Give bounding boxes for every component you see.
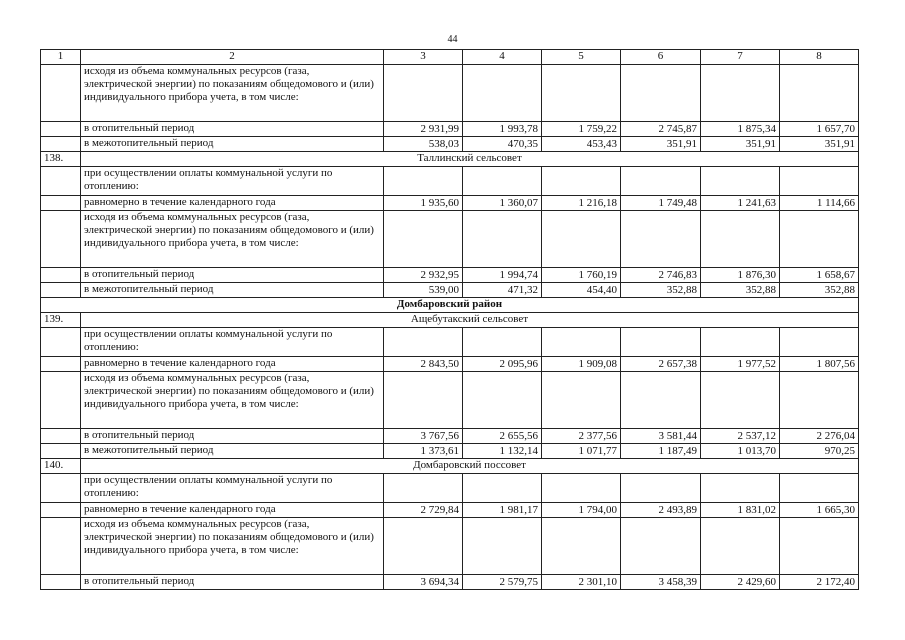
row-label: при осуществлении оплаты коммунальной услуги по отоплению:	[81, 474, 384, 503]
value-cell: 352,88	[621, 283, 701, 298]
table-row	[41, 268, 859, 283]
section-number: 140.	[41, 459, 81, 474]
value-cell: 1 360,07	[463, 196, 542, 211]
value-cell	[780, 372, 859, 429]
row-label: при осуществлении оплаты коммунальной услуги по отоплению:	[81, 167, 384, 196]
value-cell: 2 932,95	[384, 268, 463, 283]
section-number: 138.	[41, 152, 81, 167]
row-number-cell	[41, 211, 81, 268]
value-cell: 2 493,89	[621, 503, 701, 518]
section-title: Домбаровский поссовет	[81, 459, 859, 474]
value-cell	[384, 518, 463, 575]
row-number-cell	[41, 429, 81, 444]
value-cell: 2 655,56	[463, 429, 542, 444]
value-cell	[463, 65, 542, 122]
row-number-cell	[41, 474, 81, 503]
row-number-cell	[41, 503, 81, 518]
section-title: Таллинский сельсовет	[81, 152, 859, 167]
value-cell: 1 935,60	[384, 196, 463, 211]
value-cell	[701, 328, 780, 357]
value-cell: 1 658,67	[780, 268, 859, 283]
value-cell	[621, 328, 701, 357]
value-cell: 1 876,30	[701, 268, 780, 283]
value-cell	[621, 167, 701, 196]
value-cell	[542, 474, 621, 503]
value-cell: 1 657,70	[780, 122, 859, 137]
value-cell: 2 429,60	[701, 575, 780, 590]
section-row	[41, 313, 859, 328]
column-header: 3	[384, 50, 463, 65]
value-cell: 2 095,96	[463, 357, 542, 372]
value-cell: 454,40	[542, 283, 621, 298]
value-cell: 1 981,17	[463, 503, 542, 518]
value-cell: 2 537,12	[701, 429, 780, 444]
value-cell	[542, 328, 621, 357]
row-number-cell	[41, 372, 81, 429]
value-cell	[463, 211, 542, 268]
table-row	[41, 137, 859, 152]
value-cell	[542, 65, 621, 122]
row-label: равномерно в течение календарного года	[81, 357, 384, 372]
row-label: равномерно в течение календарного года	[81, 503, 384, 518]
row-number-cell	[41, 444, 81, 459]
value-cell	[463, 167, 542, 196]
section-row	[41, 459, 859, 474]
value-cell: 1 749,48	[621, 196, 701, 211]
value-cell: 1 875,34	[701, 122, 780, 137]
table-row	[41, 518, 859, 575]
table-row	[41, 196, 859, 211]
row-number-cell	[41, 122, 81, 137]
row-number-cell	[41, 283, 81, 298]
value-cell	[463, 518, 542, 575]
value-cell: 2 657,38	[621, 357, 701, 372]
row-label: исходя из объема коммунальных ресурсов (газа, электрической энергии) по показаниям общедомового и (или) индивидуального прибора учета, в том числе:	[81, 518, 384, 575]
table-body	[41, 65, 859, 590]
column-header: 4	[463, 50, 542, 65]
value-cell	[780, 328, 859, 357]
row-label: исходя из объема коммунальных ресурсов (газа, электрической энергии) по показаниям общедомового и (или) индивидуального прибора учета, в том числе:	[81, 65, 384, 122]
value-cell: 970,25	[780, 444, 859, 459]
column-header: 2	[81, 50, 384, 65]
value-cell: 1 831,02	[701, 503, 780, 518]
row-number-cell	[41, 196, 81, 211]
value-cell	[542, 167, 621, 196]
value-cell: 2 172,40	[780, 575, 859, 590]
value-cell	[542, 518, 621, 575]
value-cell: 1 071,77	[542, 444, 621, 459]
value-cell	[384, 167, 463, 196]
row-number-cell	[41, 65, 81, 122]
table-row	[41, 575, 859, 590]
row-label: в отопительный период	[81, 575, 384, 590]
value-cell	[701, 167, 780, 196]
value-cell: 352,88	[780, 283, 859, 298]
row-number-cell	[41, 518, 81, 575]
value-cell	[384, 211, 463, 268]
value-cell	[621, 65, 701, 122]
table-row	[41, 503, 859, 518]
row-number-cell	[41, 137, 81, 152]
row-number-cell	[41, 575, 81, 590]
table-row	[41, 211, 859, 268]
row-label: в межотопительный период	[81, 137, 384, 152]
value-cell	[780, 65, 859, 122]
value-cell: 471,32	[463, 283, 542, 298]
value-cell	[701, 518, 780, 575]
table-row	[41, 283, 859, 298]
value-cell: 1 977,52	[701, 357, 780, 372]
table-row	[41, 444, 859, 459]
value-cell: 2 729,84	[384, 503, 463, 518]
value-cell: 538,03	[384, 137, 463, 152]
value-cell	[384, 328, 463, 357]
section-title: Ащебутакский сельсовет	[81, 313, 859, 328]
value-cell: 1 909,08	[542, 357, 621, 372]
district-title: Домбаровский район	[41, 298, 859, 313]
value-cell: 2 745,87	[621, 122, 701, 137]
value-cell	[384, 65, 463, 122]
value-cell: 351,91	[701, 137, 780, 152]
district-row	[41, 298, 859, 313]
row-label: в отопительный период	[81, 122, 384, 137]
row-label: равномерно в течение календарного года	[81, 196, 384, 211]
value-cell	[463, 328, 542, 357]
value-cell	[621, 474, 701, 503]
value-cell	[621, 372, 701, 429]
value-cell: 1 794,00	[542, 503, 621, 518]
value-cell: 1 760,19	[542, 268, 621, 283]
value-cell: 351,91	[780, 137, 859, 152]
tariff-table	[40, 49, 859, 590]
value-cell: 2 843,50	[384, 357, 463, 372]
value-cell	[542, 372, 621, 429]
value-cell: 2 931,99	[384, 122, 463, 137]
value-cell: 1 994,74	[463, 268, 542, 283]
value-cell: 1 665,30	[780, 503, 859, 518]
value-cell: 2 746,83	[621, 268, 701, 283]
value-cell: 1 132,14	[463, 444, 542, 459]
value-cell	[463, 474, 542, 503]
row-number-cell	[41, 357, 81, 372]
value-cell	[701, 372, 780, 429]
value-cell	[621, 211, 701, 268]
value-cell: 3 694,34	[384, 575, 463, 590]
value-cell: 3 767,56	[384, 429, 463, 444]
value-cell: 1 187,49	[621, 444, 701, 459]
row-label: исходя из объема коммунальных ресурсов (газа, электрической энергии) по показаниям общедомового и (или) индивидуального прибора учета, в том числе:	[81, 372, 384, 429]
value-cell	[701, 211, 780, 268]
table-row	[41, 474, 859, 503]
value-cell: 453,43	[542, 137, 621, 152]
value-cell	[780, 474, 859, 503]
value-cell	[621, 518, 701, 575]
table-row	[41, 357, 859, 372]
value-cell: 539,00	[384, 283, 463, 298]
value-cell: 1 216,18	[542, 196, 621, 211]
value-cell: 1 114,66	[780, 196, 859, 211]
value-cell: 1 373,61	[384, 444, 463, 459]
value-cell: 2 579,75	[463, 575, 542, 590]
value-cell	[384, 372, 463, 429]
table-row	[41, 429, 859, 444]
value-cell: 1 241,63	[701, 196, 780, 211]
table-row	[41, 328, 859, 357]
value-cell: 2 276,04	[780, 429, 859, 444]
value-cell: 352,88	[701, 283, 780, 298]
value-cell: 351,91	[621, 137, 701, 152]
table-row	[41, 372, 859, 429]
row-number-cell	[41, 268, 81, 283]
value-cell	[701, 474, 780, 503]
value-cell: 470,35	[463, 137, 542, 152]
row-label: в отопительный период	[81, 268, 384, 283]
value-cell	[780, 167, 859, 196]
value-cell	[780, 518, 859, 575]
column-header: 1	[41, 50, 81, 65]
value-cell	[384, 474, 463, 503]
column-numbers-row	[41, 50, 859, 65]
section-number: 139.	[41, 313, 81, 328]
table-row	[41, 167, 859, 196]
value-cell: 3 458,39	[621, 575, 701, 590]
column-header: 7	[701, 50, 780, 65]
table-row	[41, 65, 859, 122]
page-number: 44	[447, 34, 458, 45]
table-row	[41, 122, 859, 137]
row-number-cell	[41, 167, 81, 196]
value-cell: 1 759,22	[542, 122, 621, 137]
value-cell: 1 993,78	[463, 122, 542, 137]
value-cell: 1 807,56	[780, 357, 859, 372]
column-header: 6	[621, 50, 701, 65]
section-row	[41, 152, 859, 167]
column-header: 8	[780, 50, 859, 65]
row-label: в межотопительный период	[81, 283, 384, 298]
value-cell	[701, 65, 780, 122]
row-label: при осуществлении оплаты коммунальной услуги по отоплению:	[81, 328, 384, 357]
column-header: 5	[542, 50, 621, 65]
row-label: в отопительный период	[81, 429, 384, 444]
row-label: исходя из объема коммунальных ресурсов (газа, электрической энергии) по показаниям общедомового и (или) индивидуального прибора учета, в том числе:	[81, 211, 384, 268]
value-cell: 2 301,10	[542, 575, 621, 590]
value-cell	[542, 211, 621, 268]
value-cell: 2 377,56	[542, 429, 621, 444]
value-cell	[780, 211, 859, 268]
value-cell: 1 013,70	[701, 444, 780, 459]
value-cell: 3 581,44	[621, 429, 701, 444]
value-cell	[463, 372, 542, 429]
row-number-cell	[41, 328, 81, 357]
row-label: в межотопительный период	[81, 444, 384, 459]
